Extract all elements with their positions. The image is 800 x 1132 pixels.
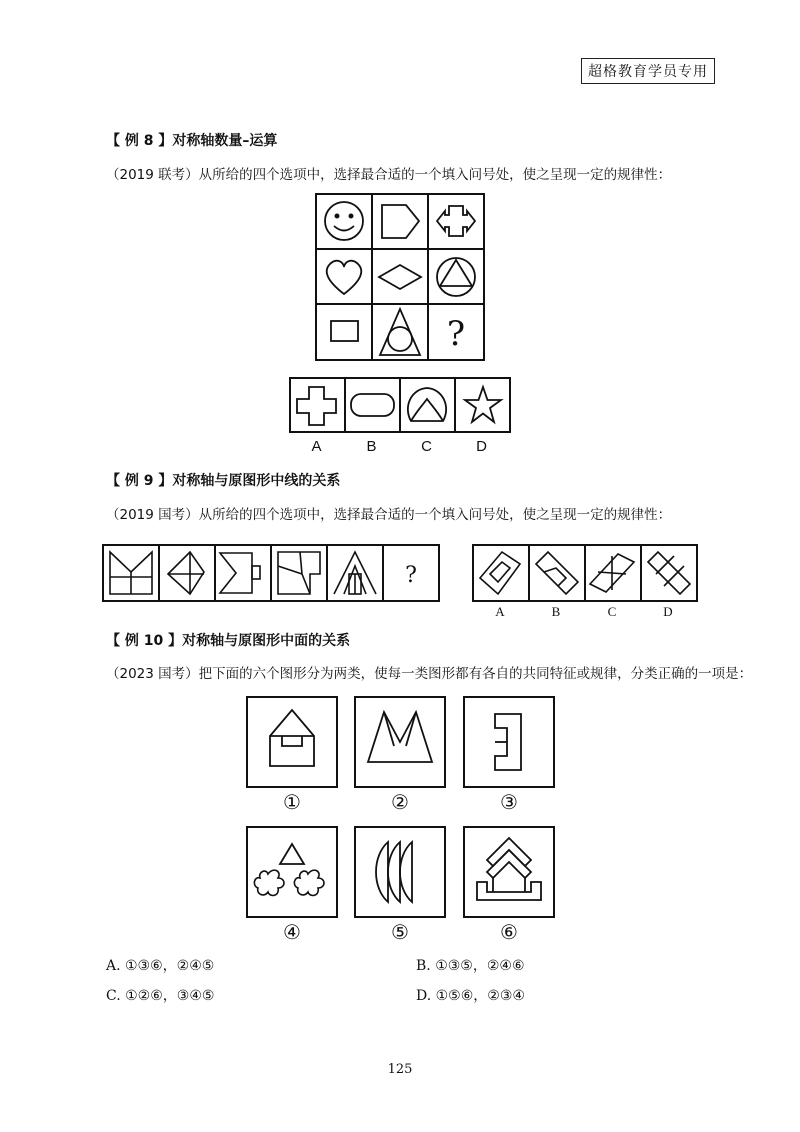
seq-figure-2 (168, 552, 204, 594)
example-9-options (472, 544, 698, 602)
ex10-figure-2 (354, 696, 446, 788)
ex10-figure-3 (463, 696, 555, 788)
seq-figure-1 (110, 552, 152, 594)
double-arrow-figure (437, 206, 475, 236)
option-c-shell-figure (408, 388, 446, 421)
ex9-option-d-label: D (663, 604, 673, 619)
example-8-heading: 【 例 8 】对称轴数量–运算 (106, 133, 278, 149)
example-8-options (289, 377, 511, 433)
ex9-option-a-label: A (495, 604, 505, 619)
ex10-figure-5 (354, 826, 446, 918)
pentagon-arrow-figure (382, 205, 419, 238)
option-a-cross-figure (297, 387, 336, 425)
option-c-label: C (421, 438, 432, 455)
figure-label-4: ④ (283, 920, 301, 944)
option-b-rounded-rect-figure (351, 394, 394, 416)
example-9-heading: 【 例 9 】对称轴与原图形中线的关系 (106, 473, 341, 489)
seq-figure-5 (334, 552, 376, 594)
rhombus-figure (379, 265, 421, 289)
page-number: 125 (387, 1062, 413, 1077)
option-a-label: A (311, 438, 322, 455)
option-d-star-figure (465, 387, 501, 422)
seq-figure-4 (278, 552, 320, 594)
answer-option-b[interactable]: B. ①③⑤，②④⑥ (416, 958, 525, 974)
answer-option-c[interactable]: C. ①②⑥，③④⑤ (106, 988, 215, 1004)
ex9-option-c-figure (590, 554, 634, 592)
figure-label-6: ⑥ (500, 920, 518, 944)
ex10-figure-4 (246, 826, 338, 918)
smiley-face-figure (325, 202, 363, 240)
triangle-circle-figure (380, 309, 420, 355)
example-10-stem: （2023 国考）把下面的六个图形分为两类，使每一类图形都有各自的共同特征或规律，分类正确的一项是： (106, 666, 753, 682)
seq-question-mark: ? (405, 563, 417, 588)
question-mark: ? (446, 314, 466, 354)
figure-label-1: ① (283, 790, 301, 814)
circle-triangle-figure (437, 258, 475, 296)
ex9-option-d-figure (648, 552, 690, 594)
example-9-stem: （2019 国考）从所给的四个选项中，选择最合适的一个填入问号处，使之呈现一定的规律性： (106, 507, 672, 523)
example-8-grid (315, 193, 485, 361)
figure-label-2: ② (391, 790, 409, 814)
example-8-stem: （2019 联考）从所给的四个选项中，选择最合适的一个填入问号处，使之呈现一定的规律性： (106, 167, 672, 183)
answer-option-a[interactable]: A. ①③⑥，②④⑤ (106, 958, 215, 974)
ex9-option-b-label: B (551, 604, 561, 619)
header-tag: 超格教育学员专用 (581, 58, 715, 84)
figure-label-3: ③ (500, 790, 518, 814)
example-9-sequence (102, 544, 440, 602)
heart-figure (327, 261, 362, 294)
figure-label-5: ⑤ (391, 920, 409, 944)
ex9-option-b-figure (536, 552, 578, 594)
ex9-option-c-label: C (607, 604, 617, 619)
ex9-option-a-figure (480, 552, 520, 594)
answer-option-d[interactable]: D. ①⑤⑥，②③④ (416, 988, 525, 1004)
option-b-label: B (366, 438, 377, 455)
seq-figure-3 (220, 553, 260, 593)
ex10-figure-1 (246, 696, 338, 788)
ex10-figure-6 (463, 826, 555, 918)
rectangle-figure (331, 321, 358, 341)
option-d-label: D (476, 438, 487, 455)
example-10-heading: 【 例 10 】对称轴与原图形中面的关系 (106, 633, 351, 649)
